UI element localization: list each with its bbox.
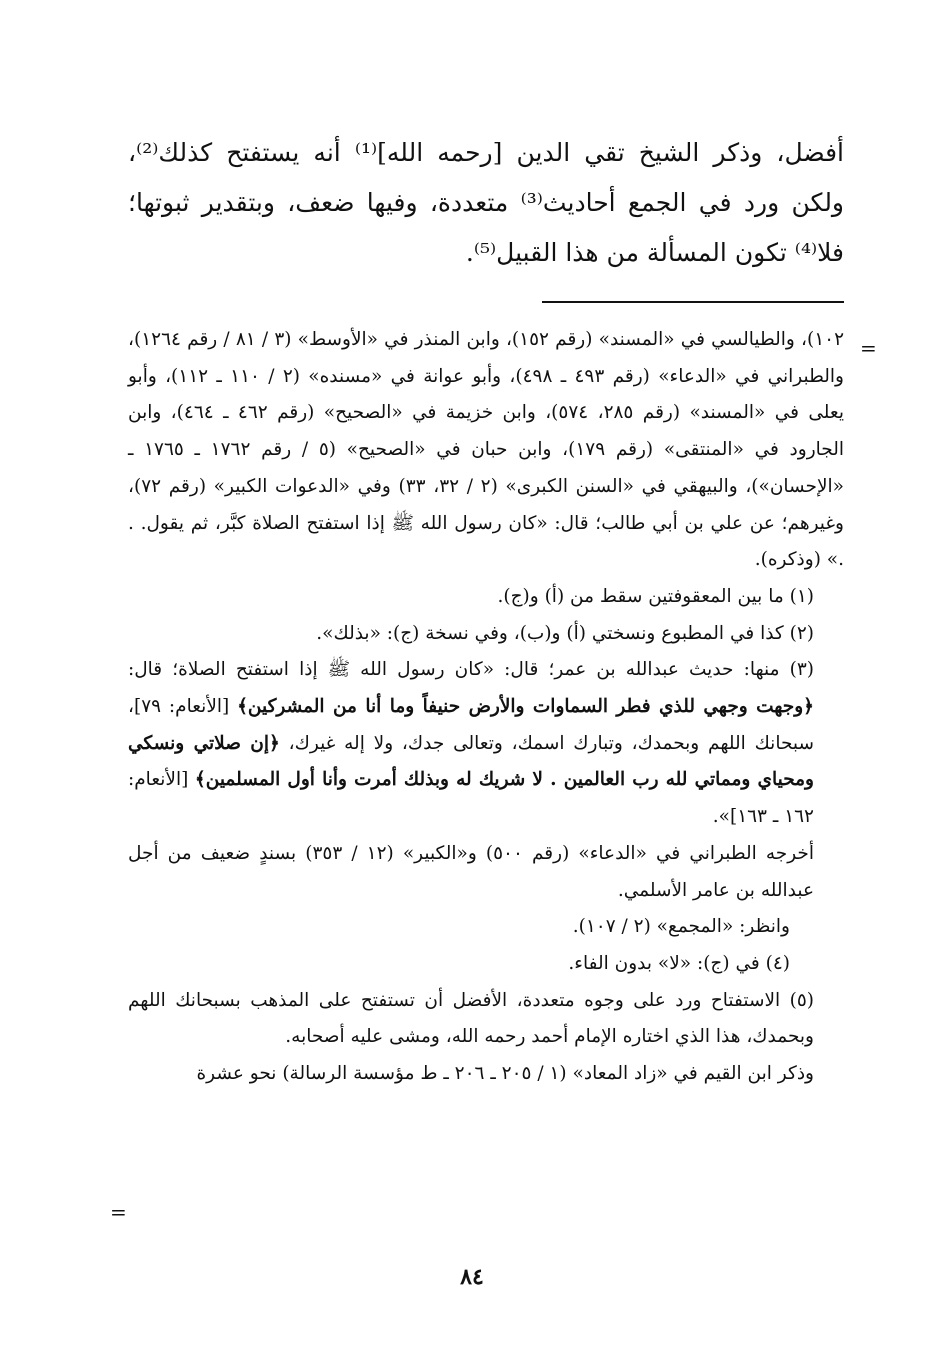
quran-verse-1: ﴿وجهت وجهي للذي فطر السماوات والأرض حنيفاً وما أنا من المشركين﴾ — [237, 696, 814, 718]
footnote-separator — [542, 301, 844, 303]
footnotes — [128, 322, 844, 1093]
footnote-5-continued: وذكر ابن القيم في «زاد المعاد» (١ / ٢٠٥ ـ ٢٠٦ ـ ط مؤسسة الرسالة) نحو عشرة — [196, 1063, 814, 1085]
footnote-3-intro: (٣) منها: حديث عبدالله بن عمر؛ قال: «كان رسول الله ﷺ إذا استفتح الصلاة؛ قال: — [128, 659, 814, 681]
footnote-3-reference: [الأنعام: ١٦٢ ـ ١٦٣]». — [128, 769, 814, 828]
footnote-4: (٤) في (ج): «لا» بدون الفاء. — [568, 952, 790, 974]
page-number: ٨٤ — [460, 1264, 484, 1290]
footnote-3-middle: [الأنعام: ٧٩]، سبحانك اللهم وبحمدك، وتبارك اسمك، وتعالى جدك، ولا إله غيرك، — [128, 696, 814, 754]
footnote-5: (٥) الاستفتاح ورد على وجوه متعددة، الأفضل أن تستفتح على المذهب بسبحانك اللهم وبحمدك، هذا الذي اختاره الإمام أحمد رحمه الله، ومشى عليه أصحابه. — [128, 989, 814, 1048]
footnote-1: (١) ما بين المعقوفتين سقط من (أ) و(ج). — [497, 585, 814, 607]
continuation-mark-start: = — [860, 336, 877, 360]
footnote-2: (٢) كذا في المطبوع ونسختي (أ) و(ب)، وفي نسخة (ج): «بذلك». — [316, 622, 814, 644]
main-paragraph: أفضل، وذكر الشيخ تقي الدين [رحمه الله]⁽¹⁾ أنه يستفتح كذلك⁽²⁾، ولكن ورد في الجمع أحاديث⁽³⁾ متعددة، وفيها ضعف، وبتقدير ثبوتها؛ فلا⁽⁴⁾ تكون المسألة من هذا القبيل⁽⁵⁾. — [128, 138, 845, 267]
quran-verse-2: ﴿إن صلاتي ونسكي ومحياي ومماتي لله رب العالمين . لا شريك له وبذلك أمرت وأنا أول المسلمين﴾ — [128, 732, 814, 791]
footnote-3-see-also: وانظر: «المجمع» (٢ / ١٠٧). — [572, 916, 790, 938]
footnote-continued: ١٠٢)، والطيالسي في «المسند» (رقم ١٥٢)، وابن المنذر في «الأوسط» (٣ / ٨١ / رقم ١٢٦٤)، والطبراني في «الدعاء» (رقم ٤٩٣ ـ ٤٩٨)، وأبو عوانة في «مسنده» (٢ / ١١٠ ـ ١١٢)، وأبو يعلى في «المسند» (رقم ٢٨٥، ٥٧٤)، وابن خزيمة في «الصحيح» (رقم ٤٦٢ ـ ٤٦٤)، وابن الجارود في «المنتقى» (رقم ١٧٩)، وابن حبان في «الصحيح» (٥ / رقم ١٧٦٢ ـ ١٧٦٥ ـ «الإحسان»)، والبيهقي في «السنن الكبرى» (٢ / ٣٢، ٣٣) وفي «الدعوات الكبير» (رقم ٧٢)، وغيرهم؛ عن علي بن أبي طالب؛ قال: «كان رسول الله ﷺ إذا استفتح الصلاة كبَّر، ثم يقول. . .» (وذكره). — [128, 329, 845, 571]
footnote-3-takhrij: أخرجه الطبراني في «الدعاء» (رقم ٥٠٠) و«الكبير» (١٢ / ٣٥٣) بسندٍ ضعيف من أجل عبدالله بن عامر الأسلمي. — [128, 842, 814, 901]
footnote-3 — [128, 652, 844, 836]
continuation-mark-end: = — [110, 1200, 127, 1224]
